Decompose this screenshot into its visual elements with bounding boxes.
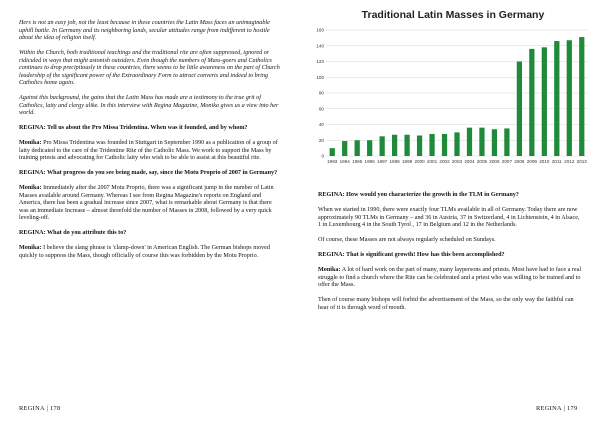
answer-text: Immediately after the 2007 Motu Proprio, there was a significant jump in the number of Latin Masses available around Germany. Whereas I see from Regina Magazine's reports on England and America, there has been a gradual increase since 2007, what is remarkable about Germany is that there was an immediate Increase – almost threefold the number of Masses in 2008, followed by a very quick leveling-off. — [19, 185, 274, 221]
answer-speaker: Monika: — [19, 245, 42, 251]
interview-question: REGINA: What progress do you see being made, say, since the Motu Proprio of 2007 in Germany? — [19, 170, 278, 176]
y-tick-label: 140 — [316, 43, 324, 49]
chart-bar — [442, 134, 447, 156]
left-column — [19, 20, 281, 268]
chart-bar — [454, 132, 459, 156]
chart-x-axis — [327, 159, 587, 164]
x-tick-label: 2003 — [451, 159, 463, 164]
chart-bar — [429, 134, 434, 156]
x-tick-label: 2002 — [439, 159, 450, 164]
chart-svg — [312, 4, 594, 176]
answer-speaker: Monika: — [19, 185, 42, 191]
intro-paragraph: Within the Church, both traditional teachings and the traditional rite are often suppressed, ignored or ridiculed in ways that might astonish outsiders. Even though the numbers of Mass-goers and Catholics continues to drop precipitously in these countries, there seems to be little awareness on the part of Church leadership of the significant power of the Extraordinary Form to attract converts and indeed to bring Catholics home again. — [19, 50, 280, 86]
x-tick-label: 2005 — [476, 159, 488, 164]
chart-bar — [342, 141, 347, 156]
answer-text: I believe the slang phrase is 'clamp-down' in American English. The German bishops moved quickly to suppress the Mass, though officially of course this was forbidden by the Motu Proprio. — [19, 245, 270, 259]
chart-bar — [392, 135, 397, 156]
chart-bar — [417, 136, 422, 156]
interview-answer — [19, 140, 281, 163]
y-tick-label: 120 — [316, 59, 324, 65]
interview-question: REGINA: That is significant growth! How has this been accomplished? — [318, 252, 505, 258]
chart-bar — [504, 128, 509, 156]
x-tick-label: 2009 — [526, 159, 537, 164]
chart-bars — [330, 37, 585, 156]
chart-bar — [380, 136, 385, 156]
y-tick-label: 160 — [316, 27, 324, 33]
x-tick-label: 1996 — [364, 159, 375, 164]
right-column — [318, 192, 582, 320]
interview-question: REGINA: Tell us about the Pro Missa Tridentina. When was it founded, and by whom? — [19, 125, 248, 131]
chart-bar — [355, 140, 360, 156]
answer-speaker: Monika: — [19, 140, 42, 146]
chart-bar — [479, 128, 484, 156]
y-tick-label: 0 — [321, 153, 324, 159]
x-tick-label: 2010 — [539, 159, 550, 164]
chart-bar — [529, 49, 534, 156]
answer-speaker: Monika: — [318, 267, 341, 273]
paragraph: Then of course many bishops will forbid the advertisement of the Mass, so the only way the faithful can hear of it is through word of mouth. — [318, 297, 574, 311]
y-tick-label: 80 — [318, 90, 324, 96]
interview-answer — [318, 267, 582, 290]
latin-mass-bar-chart — [312, 4, 594, 176]
x-tick-label: 2000 — [414, 159, 425, 164]
page-number-footer: REGINA | 179 — [536, 405, 578, 412]
x-tick-label: 1995 — [352, 159, 363, 164]
x-tick-label: 2008 — [514, 159, 525, 164]
chart-bar — [467, 128, 472, 156]
paragraph: Of course, these Masses are not always regularly scheduled on Sundays. — [318, 237, 496, 243]
chart-bar — [517, 62, 522, 157]
x-tick-label: 2004 — [464, 159, 475, 164]
y-tick-label: 20 — [318, 137, 324, 143]
x-tick-label: 1998 — [389, 159, 400, 164]
chart-title: Traditional Latin Masses in Germany — [361, 9, 545, 21]
chart-bar — [330, 148, 335, 156]
intro-paragraph: Against this background, the gains that the Latin Mass has made are a testimony to the true grit of Catholics, laity and clergy alike. In this interview with Regina Magazine, Monika gives us a view into her world. — [19, 95, 279, 116]
x-tick-label: 1997 — [377, 159, 388, 164]
chart-bar — [567, 40, 572, 156]
intro-paragraph: Hers is not an easy job, not the least because in these countries the Latin Mass faces an unimaginable uphill battle. In Germany and its neighboring lands, secular attitudes range from indifferent to hostile about the idea of religion itself. — [19, 20, 270, 41]
x-tick-label: 1994 — [339, 159, 350, 164]
y-tick-label: 60 — [318, 106, 324, 112]
chart-y-axis — [316, 28, 324, 159]
x-tick-label: 2001 — [426, 159, 438, 164]
interview-question: REGINA: How would you characterize the growth in the TLM in Germany? — [318, 192, 519, 198]
answer-text: A lot of hard work on the part of many, many laypersons and priests. Most have had to face a real struggle to find a church where the Rite can be celebrated and a priest who was willing to be trained and to offer the Mass. — [318, 267, 582, 288]
x-tick-label: 2007 — [501, 159, 513, 164]
chart-bar — [542, 47, 547, 156]
page-number-footer: REGINA | 178 — [19, 405, 61, 412]
y-tick-label: 100 — [316, 74, 324, 80]
interview-answer — [19, 245, 281, 260]
interview-question: REGINA: What do you attribute this to? — [19, 230, 127, 236]
x-tick-label: 1993 — [327, 159, 338, 164]
chart-bar — [492, 129, 497, 156]
x-tick-label: 2012 — [564, 159, 575, 164]
chart-bar — [404, 135, 409, 156]
x-tick-label: 1999 — [401, 159, 413, 164]
x-tick-label: 2011 — [551, 159, 562, 164]
x-tick-label: 2006 — [489, 159, 500, 164]
chart-bar — [367, 140, 372, 156]
chart-bar — [579, 37, 584, 156]
x-tick-label: 2013 — [576, 159, 587, 164]
interview-answer — [19, 185, 281, 223]
y-tick-label: 40 — [318, 122, 324, 128]
answer-text: Pro Missa Tridentina was founded in Stuttgart in September 1990 as a publication of a group of laity dedicated to the care of the Tridentine Rite of the Catholic Mass. We work to support the Mass by training priests and advocating for Catholic laity who wish to be able to assist at this beautiful rite. — [19, 140, 278, 161]
chart-bar — [554, 41, 559, 156]
paragraph: When we started in 1990, there were exactly four TLMs available in all of Germany. Today there are now approximately 90 TLMs in Germany – and 36 in Austria, 37 in Switzerland, 4 in Lichtenstein, 4 in Alsace, 1 in Luxembourg 4 in the South Tyrol , 17 in Belgium and 12 in the Netherlands. — [318, 207, 580, 228]
